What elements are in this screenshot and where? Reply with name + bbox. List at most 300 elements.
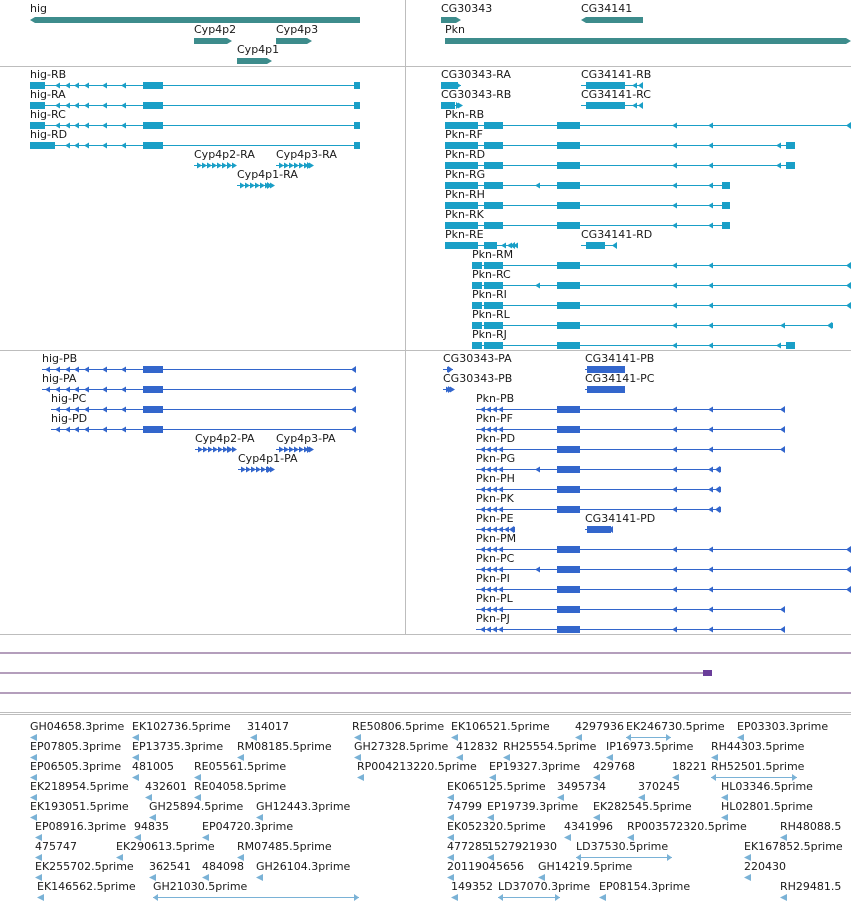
protein-pkn-pf-label[interactable]: Pkn-PF [476,412,513,425]
protein-cyp4p2-pa-strand-arrow [208,447,213,453]
protein-cyp4p1-pa-strand-arrow [246,467,251,473]
gene-hig-label[interactable]: hig [30,2,48,15]
protein-cyp4p2-pa-strand-arrow [218,447,223,453]
transcript-pkn-rf-strand-arrow [776,143,781,149]
est-label[interactable]: RP003572320.5prime [627,820,747,833]
transcript-pkn-ri-strand-arrow [708,303,713,309]
transcript-hig-rb-strand-arrow [84,83,89,89]
protein-pkn-pm-strand-arrow [708,547,713,553]
protein-pkn-pd-exon [557,446,580,453]
protein-pkn-pl-strand-arrow [672,607,677,613]
transcript-pkn-rl-label[interactable]: Pkn-RL [472,308,510,321]
est-label[interactable]: RE04058.5prime [194,780,287,793]
est-label[interactable]: RP004213220.5prime [357,760,477,773]
transcript-pkn-rc-exon [557,282,580,289]
est-label[interactable]: GH21030.5prime [153,880,248,893]
transcript-pkn-rm-strand-arrow [708,263,713,269]
gene-cyp4p2-glyph[interactable] [194,38,232,44]
transcript-pkn-rj-strand-arrow [708,343,713,349]
protein-hig-pd-strand-arrow [84,427,89,433]
transcript-hig-ra[interactable] [30,102,360,109]
protein-cg30343-pb-label[interactable]: CG30343-PB [443,372,513,385]
transcript-hig-rd-strand-arrow [65,143,70,149]
transcript-hig-rc[interactable] [30,122,360,129]
protein-hig-pd-exon [143,426,163,433]
protein-hig-pb-strand-arrow [84,367,89,373]
transcript-pkn-ri-strand-arrow [672,303,677,309]
est-label[interactable]: 370245 [638,780,680,793]
protein-pkn-pl-exon [557,606,580,613]
est-label[interactable]: EP19739.3prime [487,800,579,813]
transcript-pkn-ri[interactable] [472,302,851,309]
transcript-pkn-rl[interactable] [472,322,833,329]
est-label[interactable]: LD37070.3prime [498,880,591,893]
transcript-hig-rc-label[interactable]: hig-RC [30,108,66,121]
transcript-hig-rc-strand-arrow [84,123,89,129]
transcript-pkn-rd-strand-arrow [776,163,781,169]
protein-cyp4p1-pa-label[interactable]: Cyp4p1-PA [238,452,298,465]
protein-pkn-pm-label[interactable]: Pkn-PM [476,532,517,545]
est-label[interactable]: EK290613.5prime [116,840,215,853]
protein-hig-pa-label[interactable]: hig-PA [42,372,77,385]
protein-pkn-pc-label[interactable]: Pkn-PC [476,552,515,565]
est-label[interactable]: 74799 [447,800,482,813]
protein-hig-pa-strand-arrow [102,387,107,393]
gene-pkn-label[interactable]: Pkn [445,23,465,36]
est-label[interactable]: RE05561.5prime [194,760,287,773]
protein-hig-pd-strand-arrow [55,427,60,433]
protein-pkn-pj-strand-arrow [708,627,713,633]
protein-pkn-pf[interactable] [476,426,785,433]
gene-cyp4p3-glyph[interactable] [276,38,312,44]
protein-cg34141-pc-exon [587,386,625,393]
protein-cyp4p2-pa[interactable] [195,446,237,453]
est-label[interactable]: EP07805.3prime [30,740,122,753]
transcript-cg34141-rd-exon [586,242,605,249]
transcript-pkn-rk-label[interactable]: Pkn-RK [445,208,484,221]
transcript-hig-rc-exon [143,122,163,129]
est-label[interactable]: 477285 [447,840,489,853]
est-feature[interactable] [780,894,787,901]
protein-pkn-pl-label[interactable]: Pkn-PL [476,592,513,605]
protein-pkn-pj-strand-arrow [672,627,677,633]
protein-cyp4p1-pa-strand-arrow [241,467,246,473]
protein-pkn-pj-strand-arrow [486,627,491,633]
est-label[interactable]: EK052320.5prime [447,820,546,833]
est-label[interactable]: EP06505.3prime [30,760,122,773]
est-label[interactable]: GH14219.5prime [538,860,633,873]
est-label[interactable]: EP08154.3prime [599,880,691,893]
protein-pkn-pk-strand-arrow [708,507,713,513]
transcript-cg34141-rd-label[interactable]: CG34141-RD [581,228,653,241]
est-feature-arrow [153,894,158,901]
transcript-pkn-rh-strand-arrow [708,203,713,209]
est-label[interactable]: 314017 [247,720,289,733]
est-label[interactable]: 475747 [35,840,77,853]
protein-hig-pa-strand-arrow [121,387,126,393]
transcript-cyp4p3-ra-strand-arrow [299,163,304,169]
protein-pkn-pm-end-cap [846,546,851,553]
transcript-pkn-rb-end-cap [846,122,851,129]
est-label[interactable]: 20119045656 [447,860,524,873]
transcript-pkn-ri-label[interactable]: Pkn-RI [472,288,507,301]
est-label[interactable]: EK218954.5prime [30,780,129,793]
protein-cg30343-pa-label[interactable]: CG30343-PA [443,352,512,365]
gene-cg34141-label[interactable]: CG34141 [581,2,633,15]
transcript-pkn-rk-exon [484,222,503,229]
est-label[interactable]: EP08916.3prime [35,820,127,833]
protein-pkn-pb-strand-arrow [672,407,677,413]
gene-cyp4p3-label[interactable]: Cyp4p3 [276,23,319,36]
est-label[interactable]: GH12443.3prime [256,800,351,813]
transcript-pkn-rl-strand-arrow [708,323,713,329]
protein-hig-pb-end-cap [351,366,356,373]
protein-pkn-pk-end-cap [715,506,720,513]
protein-pkn-ph-end-cap [715,486,720,493]
est-label[interactable]: EK282545.5prime [593,800,692,813]
protein-pkn-pc-strand-arrow [672,567,677,573]
transcript-pkn-rm-end-cap [846,262,851,269]
est-label[interactable]: HL02801.5prime [721,800,813,813]
est-label[interactable]: EK102736.5prime [132,720,231,733]
protein-pkn-pc-end-cap [846,566,851,573]
est-label[interactable]: EK106521.5prime [451,720,550,733]
protein-hig-pd-end-cap [351,426,356,433]
protein-cyp4p3-pa-strand-arrow [299,447,304,453]
transcript-pkn-rj[interactable] [472,342,795,349]
est-label[interactable]: 94835 [134,820,169,833]
transcript-pkn-rm-strand-arrow [672,263,677,269]
protein-pkn-pb-exon [557,406,580,413]
protein-hig-pd-strand-arrow [102,427,107,433]
est-label[interactable]: 362541 [149,860,191,873]
est-feature[interactable] [451,894,458,901]
protein-cyp4p2-pa-strand-arrow [232,447,237,453]
transcript-cg30343-rb-label[interactable]: CG30343-RB [441,88,512,101]
est-label[interactable]: RM08185.5prime [237,740,332,753]
transcript-cg34141-rb-label[interactable]: CG34141-RB [581,68,652,81]
est-label[interactable]: 3495734 [557,780,606,793]
protein-hig-pb-strand-arrow [102,367,107,373]
transcript-hig-ra-strand-arrow [84,103,89,109]
est-label[interactable]: 432601 [145,780,187,793]
transcript-cyp4p2-ra-strand-arrow [222,163,227,169]
est-label[interactable]: 412832 [456,740,498,753]
est-feature[interactable] [564,834,571,841]
protein-pkn-pb[interactable] [476,406,785,413]
est-label[interactable]: 481005 [132,760,174,773]
est-label[interactable]: RH29481.5 [780,880,842,893]
protein-pkn-pi-strand-arrow [672,587,677,593]
transcript-pkn-rf-strand-arrow [708,143,713,149]
transcript-hig-rc-strand-arrow [102,123,107,129]
protein-cg34141-pc-label[interactable]: CG34141-PC [585,372,655,385]
transcript-pkn-rm-label[interactable]: Pkn-RM [472,248,514,261]
protein-cyp4p2-pa-strand-arrow [213,447,218,453]
transcript-pkn-rd[interactable] [445,162,795,169]
transcript-pkn-rc[interactable] [472,282,851,289]
transcript-pkn-rb-strand-arrow [708,123,713,129]
protein-cyp4p2-pa-label[interactable]: Cyp4p2-PA [195,432,255,445]
transcript-pkn-rc-end-cap [846,282,851,289]
est-label[interactable]: EK065125.5prime [447,780,546,793]
transcript-hig-rb[interactable] [30,82,360,89]
protein-cyp4p2-pa-strand-arrow [198,447,203,453]
transcript-pkn-rb-label[interactable]: Pkn-RB [445,108,485,121]
est-label[interactable]: EP13735.3prime [132,740,224,753]
protein-pkn-pj-exon [557,626,580,633]
gene-cg30343-label[interactable]: CG30343 [441,2,493,15]
transcript-pkn-re-label[interactable]: Pkn-RE [445,228,484,241]
signal-marker[interactable] [703,670,712,676]
protein-hig-pa-end-cap [351,386,356,393]
protein-cyp4p1-pa-strand-arrow [261,467,266,473]
gene-track [30,17,851,64]
est-label[interactable]: GH27328.5prime [354,740,449,753]
protein-pkn-pd[interactable] [476,446,785,453]
transcript-cyp4p1-ra-end-cap [267,182,272,189]
est-label[interactable]: LD37530.5prime [576,840,669,853]
transcript-pkn-rh-strand-arrow [672,203,677,209]
transcript-pkn-rg-exon [484,182,503,189]
transcript-pkn-rk-strand-arrow [708,223,713,229]
protein-pkn-pj-end-cap [780,626,785,633]
transcript-hig-ra-strand-arrow [102,103,107,109]
est-feature[interactable] [37,894,44,901]
transcript-hig-rb-strand-arrow [121,83,126,89]
protein-pkn-pj[interactable] [476,626,785,633]
est-feature-arrow [711,774,716,781]
transcript-pkn-rh-exon [484,202,503,209]
protein-hig-pd-label[interactable]: hig-PD [51,412,88,425]
protein-pkn-pm[interactable] [476,546,851,553]
transcript-pkn-rd-strand-arrow [708,163,713,169]
gene-pkn-glyph[interactable] [445,38,851,44]
protein-pkn-pf-exon [557,426,580,433]
protein-pkn-pc-strand-arrow [535,567,540,573]
gene-cyp4p2-label[interactable]: Cyp4p2 [194,23,237,36]
protein-pkn-pk-exon [557,506,580,513]
transcript-cg34141-rc-label[interactable]: CG34141-RC [581,88,651,101]
transcript-cyp4p1-ra[interactable] [237,182,275,189]
transcript-pkn-rj-exon [472,342,482,349]
protein-pkn-ph-strand-arrow [708,487,713,493]
gene-cyp4p1-glyph[interactable] [237,58,272,64]
transcript-pkn-rc-label[interactable]: Pkn-RC [472,268,511,281]
transcript-pkn-rj-strand-arrow [776,343,781,349]
transcript-cg30343-ra-label[interactable]: CG30343-RA [441,68,511,81]
protein-hig-pa-strand-arrow [45,387,50,393]
protein-pkn-pg-strand-arrow [535,467,540,473]
est-label[interactable]: RH25554.5prime [503,740,597,753]
transcript-hig-ra-label[interactable]: hig-RA [30,88,66,101]
est-label[interactable]: 149352 [451,880,493,893]
transcript-pkn-rb-strand-arrow [672,123,677,129]
transcript-pkn-rj-exon [557,342,580,349]
protein-pkn-pk-label[interactable]: Pkn-PK [476,492,514,505]
est-label[interactable]: IP16973.5prime [606,740,694,753]
protein-pkn-ph-label[interactable]: Pkn-PH [476,472,515,485]
protein-hig-pc-strand-arrow [102,407,107,413]
transcript-cg34141-rc-end-cap [638,102,643,109]
est-label[interactable]: 18221 [672,760,707,773]
transcript-pkn-rj-strand-arrow [672,343,677,349]
transcript-pkn-rk-strand-arrow [672,223,677,229]
transcript-cyp4p2-ra-label[interactable]: Cyp4p2-RA [194,148,255,161]
transcript-cg34141-rc[interactable] [581,102,643,109]
est-label[interactable]: 429768 [593,760,635,773]
protein-pkn-pf-strand-arrow [672,427,677,433]
est-label[interactable]: RM07485.5prime [237,840,332,853]
signal-track [0,653,851,693]
protein-cg34141-pd[interactable] [585,526,613,533]
est-label[interactable]: RH48088.5 [780,820,842,833]
protein-cyp4p1-pa[interactable] [238,466,275,473]
est-feature[interactable] [357,774,364,781]
transcript-hig-rd-strand-arrow [74,143,79,149]
protein-hig-pc-label[interactable]: hig-PC [51,392,87,405]
protein-hig-pc-strand-arrow [121,407,126,413]
est-label[interactable]: GH25894.5prime [149,800,244,813]
est-label[interactable]: HL03346.5prime [721,780,813,793]
est-label[interactable]: EK255702.5prime [35,860,134,873]
protein-pkn-pj-strand-arrow [492,627,497,633]
transcript-hig-rc-strand-arrow [121,123,126,129]
protein-cyp4p1-pa-end-cap [267,466,272,473]
transcript-pkn-rg-strand-arrow [535,183,540,189]
est-label[interactable]: 4341996 [564,820,613,833]
transcript-hig-rb-exon [143,82,163,89]
transcript-hig-rb-label[interactable]: hig-RB [30,68,67,81]
est-label[interactable]: EP04720.3prime [202,820,294,833]
est-label[interactable]: RH52501.5prime [711,760,805,773]
protein-pkn-pg-strand-arrow [672,467,677,473]
est-feature[interactable] [599,894,606,901]
protein-pkn-pm-strand-arrow [672,547,677,553]
transcript-hig-ra-strand-arrow [74,103,79,109]
transcript-cyp4p1-ra-label[interactable]: Cyp4p1-RA [237,168,298,181]
est-feature-arrow [555,894,560,901]
protein-hig-pa[interactable] [42,386,356,393]
protein-pkn-pi-end-cap [846,586,851,593]
transcript-pkn-rl-strand-arrow [780,323,785,329]
gene-cg34141-glyph[interactable] [581,17,643,23]
transcript-cyp4p1-ra-strand-arrow [245,183,250,189]
protein-pkn-pd-label[interactable]: Pkn-PD [476,432,516,445]
est-label[interactable]: EK193051.5prime [30,800,129,813]
protein-pkn-pd-strand-arrow [672,447,677,453]
protein-hig-pb-label[interactable]: hig-PB [42,352,78,365]
transcript-pkn-rd-strand-arrow [672,163,677,169]
protein-hig-pb[interactable] [42,366,356,373]
transcript-pkn-rf-label[interactable]: Pkn-RF [445,128,483,141]
est-label[interactable]: GH26104.3prime [256,860,351,873]
transcript-cg34141-rd[interactable] [581,242,617,249]
est-label[interactable]: 484098 [202,860,244,873]
est-label[interactable]: EK167852.5prime [744,840,843,853]
protein-cg30343-pb[interactable] [443,386,455,393]
est-feature-arrow [498,894,503,901]
transcript-pkn-rf-exon [557,142,580,149]
protein-pkn-pj-label[interactable]: Pkn-PJ [476,612,510,625]
gene-cyp4p1-label[interactable]: Cyp4p1 [237,43,280,56]
transcript-pkn-rb[interactable] [445,122,851,129]
protein-pkn-pc[interactable] [476,566,851,573]
protein-pkn-pb-label[interactable]: Pkn-PB [476,392,515,405]
est-label[interactable]: EP19327.3prime [489,760,581,773]
est-feature[interactable] [744,874,751,881]
transcript-pkn-rh[interactable] [445,202,730,209]
protein-cyp4p2-pa-end-cap [227,446,232,453]
est-label[interactable]: 4297936 [575,720,624,733]
protein-cg34141-pb-label[interactable]: CG34141-PB [585,352,655,365]
transcript-pkn-rm[interactable] [472,262,851,269]
est-label[interactable]: EP03303.3prime [737,720,829,733]
protein-hig-pc[interactable] [51,406,356,413]
transcript-hig-rd-label[interactable]: hig-RD [30,128,68,141]
protein-pkn-ph-strand-arrow [672,487,677,493]
transcript-pkn-rg[interactable] [445,182,730,189]
est-label[interactable]: 220430 [744,860,786,873]
protein-pkn-pl-end-cap [780,606,785,613]
transcript-cyp4p2-ra[interactable] [194,162,237,169]
protein-cyp4p3-pa-label[interactable]: Cyp4p3-PA [276,432,336,445]
transcript-pkn-rd-exon [557,162,580,169]
protein-pkn-pf-strand-arrow [708,427,713,433]
protein-hig-pc-end-cap [351,406,356,413]
transcript-pkn-rd-label[interactable]: Pkn-RD [445,148,486,161]
protein-pkn-pg-label[interactable]: Pkn-PG [476,452,516,465]
protein-pkn-pe-label[interactable]: Pkn-PE [476,512,514,525]
protein-pkn-pi-exon [557,586,580,593]
protein-cyp4p1-pa-strand-arrow [251,467,256,473]
protein-cyp4p1-pa-strand-arrow [256,467,261,473]
protein-pkn-pi[interactable] [476,586,851,593]
est-label[interactable]: RH44303.5prime [711,740,805,753]
est-label[interactable]: EK146562.5prime [37,880,136,893]
transcript-hig-ra-strand-arrow [121,103,126,109]
transcript-pkn-rl-end-cap [827,322,832,329]
transcript-hig-rc-strand-arrow [74,123,79,129]
transcript-cyp4p2-ra-strand-arrow [207,163,212,169]
transcript-cyp4p1-ra-strand-arrow [250,183,255,189]
transcript-pkn-rg-strand-arrow [672,183,677,189]
transcript-pkn-rb-exon [484,122,503,129]
transcript-pkn-rj-exon [484,342,503,349]
transcript-pkn-rl-exon [557,322,580,329]
protein-hig-pb-strand-arrow [121,367,126,373]
transcript-cg34141-rc-strand-arrow [632,103,637,109]
transcript-pkn-rj-label[interactable]: Pkn-RJ [472,328,507,341]
est-label[interactable]: RE50806.5prime [352,720,445,733]
transcript-pkn-rg-label[interactable]: Pkn-RG [445,168,486,181]
est-label[interactable]: 1527921930 [487,840,557,853]
transcript-pkn-rh-label[interactable]: Pkn-RH [445,188,485,201]
est-label[interactable]: GH04658.3prime [30,720,125,733]
protein-cg34141-pc[interactable] [585,386,625,393]
est-feature[interactable] [256,874,263,881]
protein-pkn-pi-label[interactable]: Pkn-PI [476,572,510,585]
protein-pkn-pj-strand-arrow [498,627,503,633]
transcript-pkn-rm-exon [557,262,580,269]
protein-pkn-pl[interactable] [476,606,785,613]
transcript-cyp4p3-ra-label[interactable]: Cyp4p3-RA [276,148,337,161]
protein-cg34141-pd-label[interactable]: CG34141-PD [585,512,656,525]
protein-hig-pd-strand-arrow [74,427,79,433]
est-label[interactable]: EK246730.5prime [626,720,725,733]
transcript-pkn-rf[interactable] [445,142,795,149]
est-feature[interactable] [132,774,139,781]
